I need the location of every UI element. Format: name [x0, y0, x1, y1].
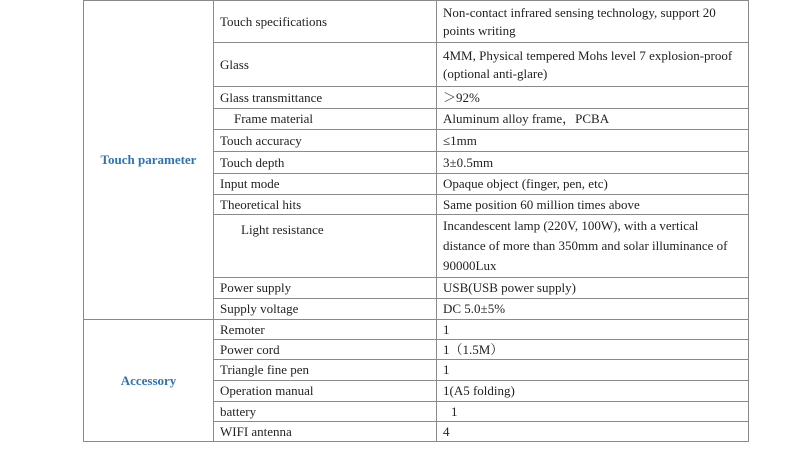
- param-value: Non-contact infrared sensing technology, support 20 points writing: [437, 1, 749, 43]
- param-value: ≤1mm: [437, 130, 749, 152]
- param-label: Light resistance: [214, 215, 437, 278]
- param-value: 1: [437, 402, 749, 422]
- param-label: Glass transmittance: [214, 87, 437, 109]
- param-label: Touch accuracy: [214, 130, 437, 152]
- param-value: DC 5.0±5%: [437, 299, 749, 320]
- param-value: Opaque object (finger, pen, etc): [437, 174, 749, 195]
- table-row: [84, 320, 749, 340]
- param-label: Input mode: [214, 174, 437, 195]
- param-label: Touch specifications: [214, 1, 437, 43]
- param-value: Same position 60 million times above: [437, 195, 749, 215]
- param-label: Touch depth: [214, 152, 437, 174]
- param-label: Theoretical hits: [214, 195, 437, 215]
- param-value: Incandescent lamp (220V, 100W), with a vertical distance of more than 350mm and solar illuminance of 90000Lux: [437, 215, 749, 278]
- spec-table: [83, 0, 749, 442]
- param-label: Triangle fine pen: [214, 360, 437, 381]
- param-value: 4MM, Physical tempered Mohs level 7 explosion-proof (optional anti-glare): [437, 43, 749, 87]
- param-value: Aluminum alloy frame，PCBA: [437, 109, 749, 130]
- param-value: 1: [437, 360, 749, 381]
- param-value: 1(A5 folding): [437, 381, 749, 402]
- param-label: Power supply: [214, 278, 437, 299]
- category-accessory: Accessory: [84, 320, 214, 442]
- param-label: battery: [214, 402, 437, 422]
- param-value: 1: [437, 320, 749, 340]
- param-label: Frame material: [214, 109, 437, 130]
- param-label: Remoter: [214, 320, 437, 340]
- param-label: Operation manual: [214, 381, 437, 402]
- param-label: Supply voltage: [214, 299, 437, 320]
- table-row: [84, 1, 749, 43]
- param-value: 4: [437, 422, 749, 442]
- category-touch-parameter: Touch parameter: [84, 1, 214, 320]
- param-value: USB(USB power supply): [437, 278, 749, 299]
- param-label: WIFI antenna: [214, 422, 437, 442]
- param-label: Glass: [214, 43, 437, 87]
- param-label: Power cord: [214, 340, 437, 360]
- param-value: ＞92%: [437, 87, 749, 109]
- param-value: 1（1.5M）: [437, 340, 749, 360]
- param-value: 3±0.5mm: [437, 152, 749, 174]
